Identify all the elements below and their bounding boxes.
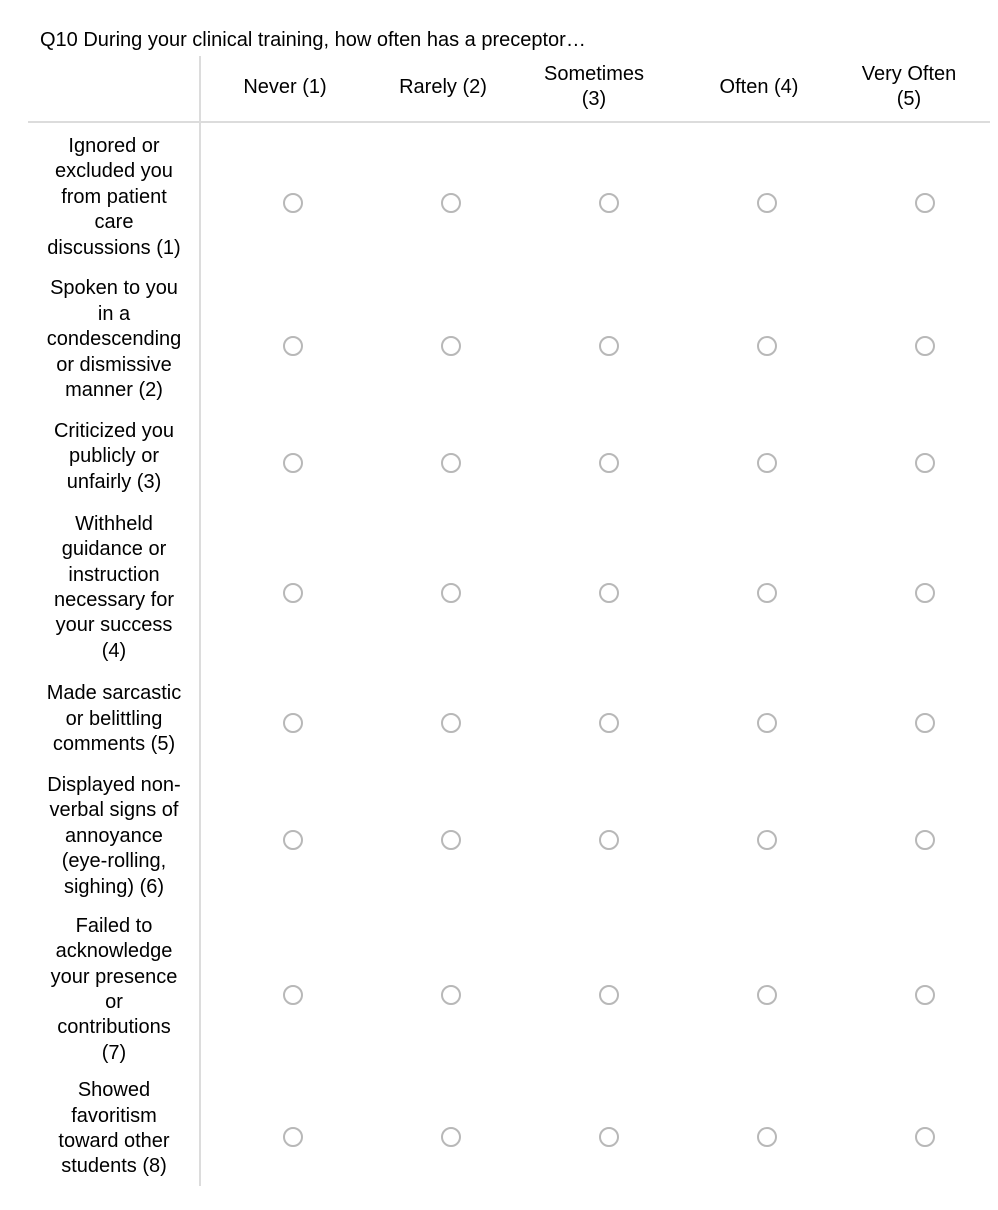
row-label: Withheld guidance or instruction necessary for your success (4) [53,512,175,662]
row-label: Made sarcastic or belittling comments (5) [46,682,182,756]
radio-button[interactable] [915,985,935,1005]
radio-button[interactable] [915,713,935,733]
radio-button[interactable] [599,713,619,733]
radio-button[interactable] [283,1127,303,1147]
radio-button[interactable] [757,336,777,356]
radio-button[interactable] [441,336,461,356]
radio-button[interactable] [599,583,619,603]
radio-button[interactable] [915,1127,935,1147]
radio-button[interactable] [283,336,303,356]
radio-button[interactable] [915,336,935,356]
header-divider [28,121,990,123]
radio-button[interactable] [599,830,619,850]
row-label: Showed favoritism toward other students (8) [58,1079,170,1178]
radio-button[interactable] [757,453,777,473]
radio-button[interactable] [283,830,303,850]
radio-button[interactable] [915,193,935,213]
radio-button[interactable] [757,583,777,603]
radio-button[interactable] [599,1127,619,1147]
radio-button[interactable] [757,713,777,733]
matrix-row [0,907,998,1073]
radio-button[interactable] [283,713,303,733]
radio-button[interactable] [757,1127,777,1147]
radio-button[interactable] [441,583,461,603]
radio-button[interactable] [441,985,461,1005]
radio-button[interactable] [599,453,619,473]
radio-button[interactable] [757,830,777,850]
radio-button[interactable] [283,583,303,603]
radio-button[interactable] [283,453,303,473]
matrix-row [0,503,998,673]
matrix-row [0,673,998,766]
row-label: Criticized you publicly or unfairly (3) [53,419,175,493]
radio-button[interactable] [599,336,619,356]
row-label: Displayed non- verbal signs of annoyance (eye-rolling, sighing) (6) [47,773,181,898]
radio-button[interactable] [599,193,619,213]
row-label: Failed to acknowledge your presence or contributions (7) [50,914,178,1064]
radio-button[interactable] [283,985,303,1005]
matrix-row [0,126,998,269]
column-header: Never (1) [243,75,327,98]
question-title: Q10 During your clinical training, how often has a preceptor… [40,29,586,51]
radio-button[interactable] [441,713,461,733]
matrix-row [0,269,998,411]
row-label: Ignored or excluded you from patient care discussions (1) [47,134,181,259]
radio-button[interactable] [441,193,461,213]
matrix-row [0,411,998,503]
radio-button[interactable] [441,453,461,473]
matrix-row [0,766,998,907]
radio-button[interactable] [757,193,777,213]
matrix-row [0,1073,998,1185]
radio-button[interactable] [915,830,935,850]
radio-button[interactable] [757,985,777,1005]
row-label: Spoken to you in a condescending or dismissive manner (2) [46,277,182,402]
radio-button[interactable] [283,193,303,213]
column-header: Often (4) [719,75,799,98]
radio-button[interactable] [915,453,935,473]
radio-button[interactable] [599,985,619,1005]
radio-button[interactable] [915,583,935,603]
column-header: Sometimes (3) [543,63,645,110]
radio-button[interactable] [441,1127,461,1147]
radio-button[interactable] [441,830,461,850]
column-header: Rarely (2) [399,75,487,98]
column-header: Very Often (5) [861,63,957,110]
